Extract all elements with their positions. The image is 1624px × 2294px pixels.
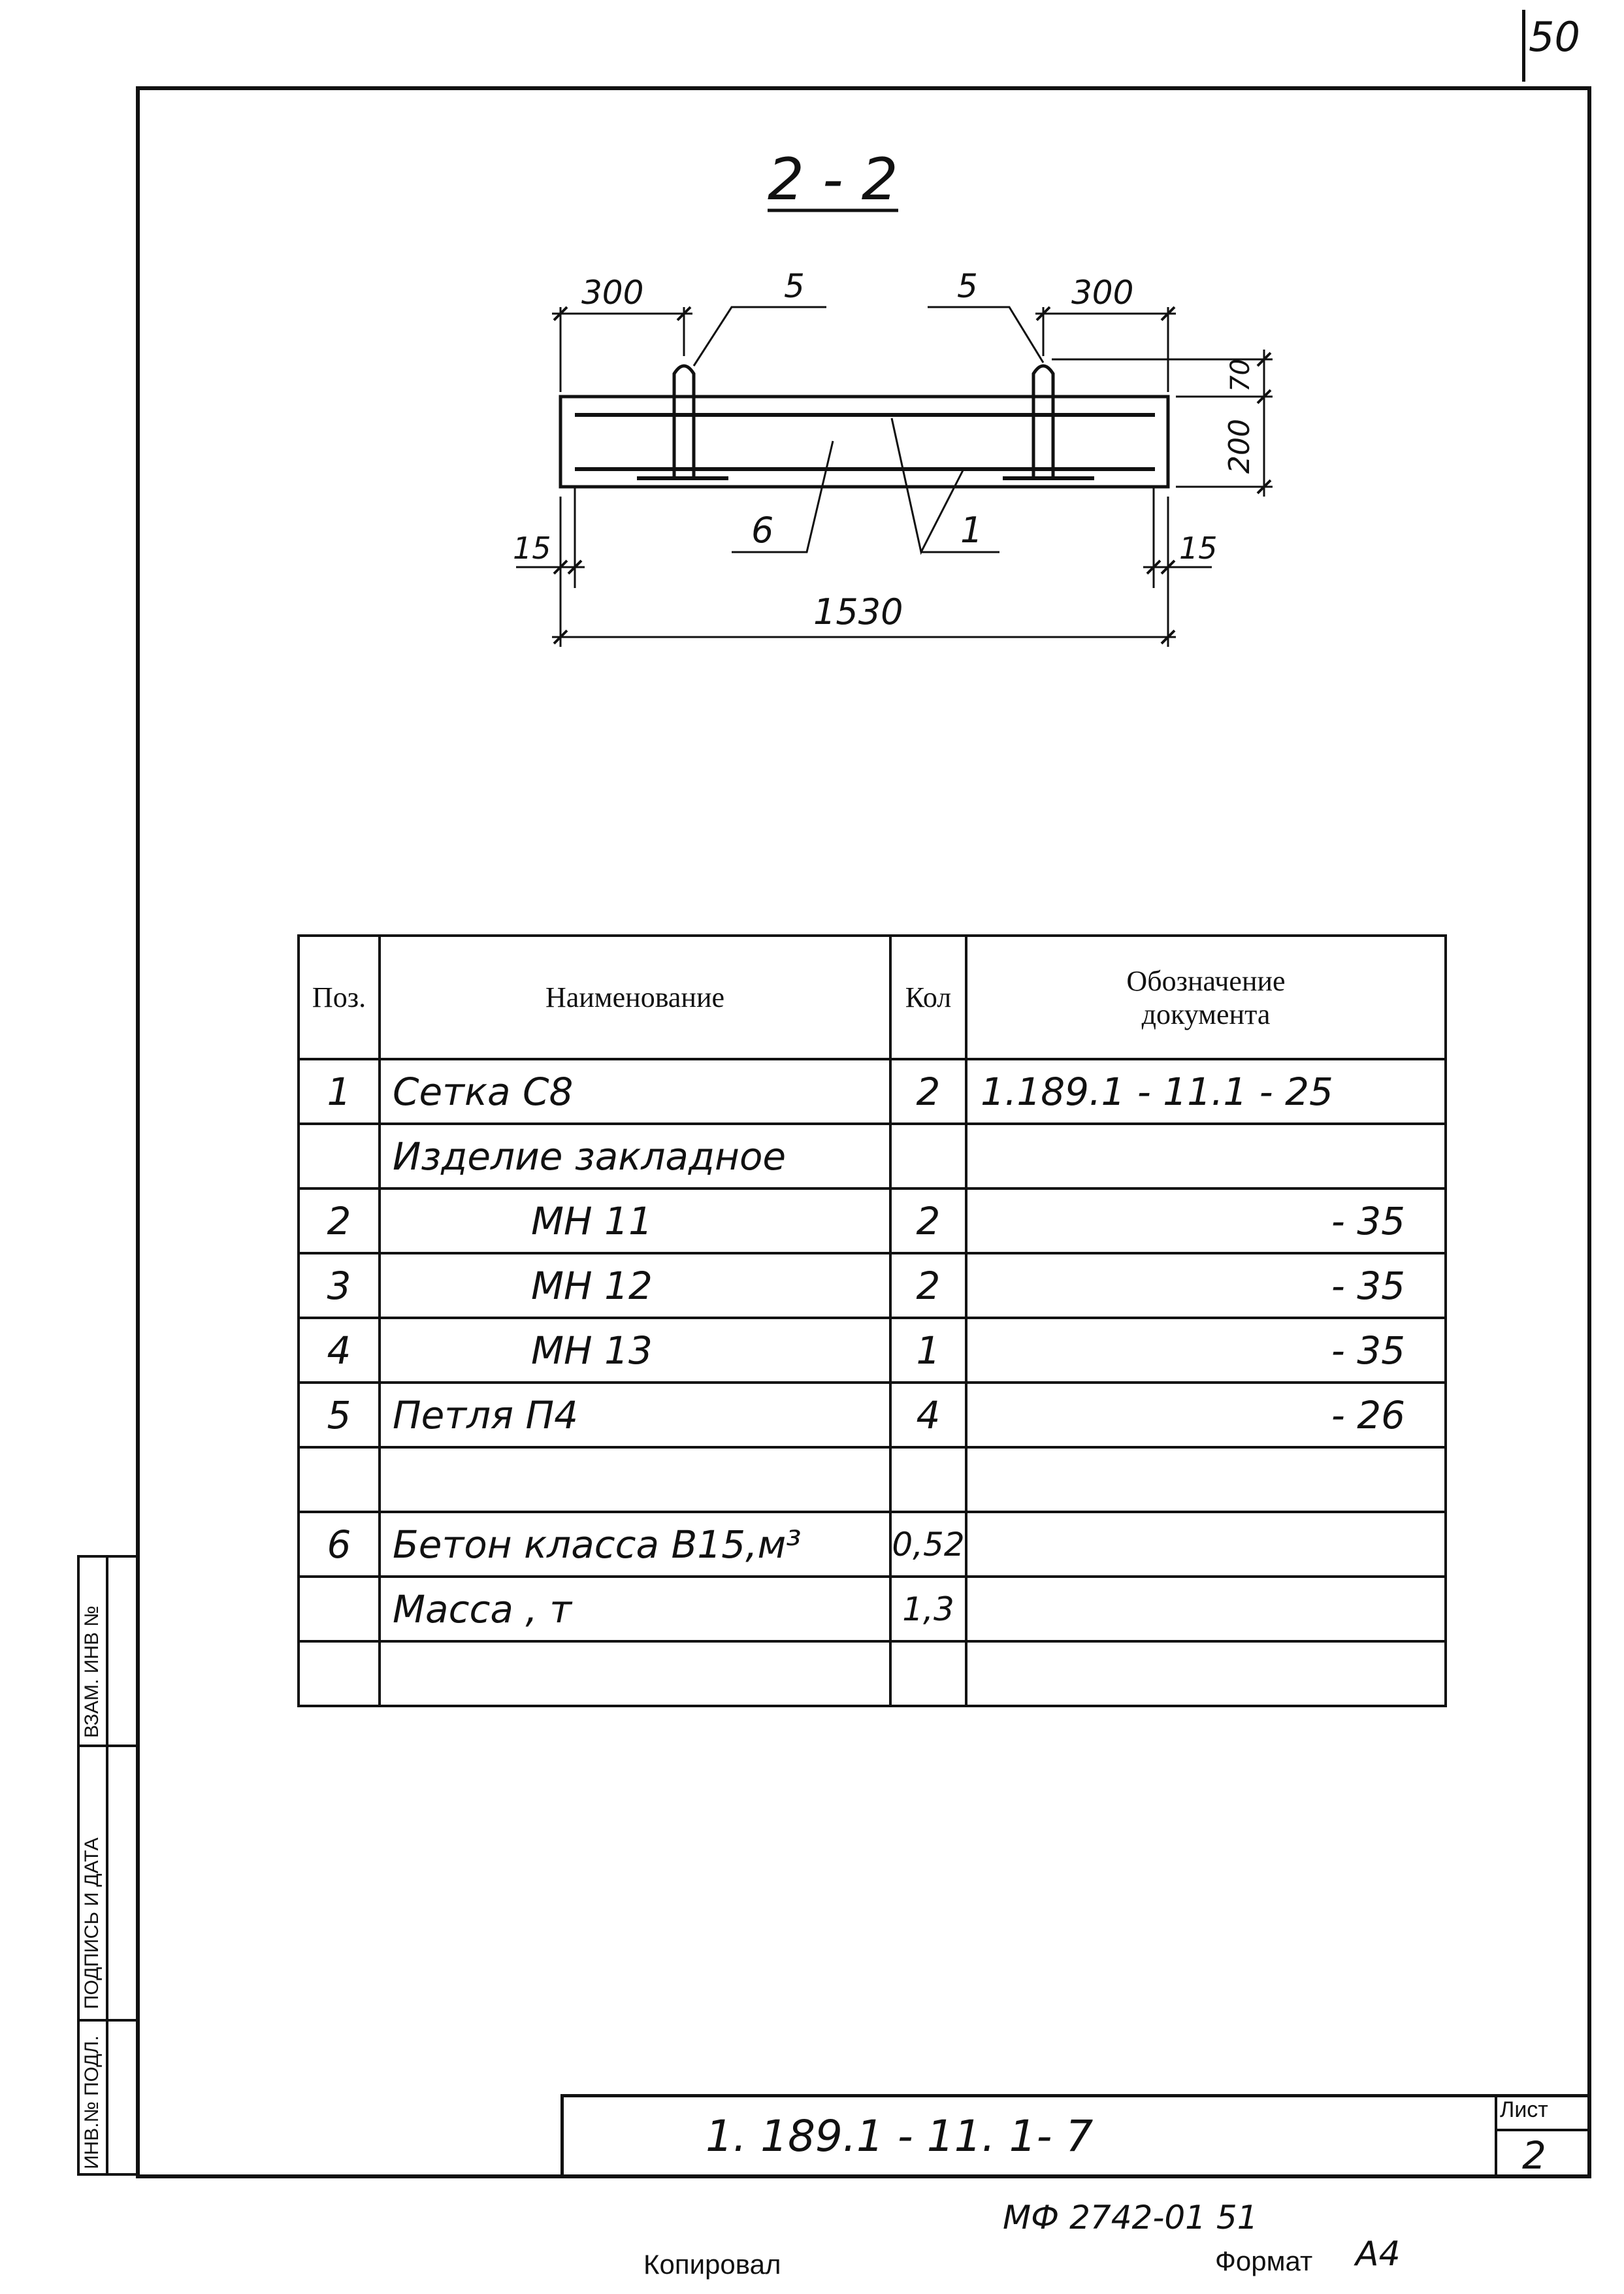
document-code: 1. 189.1 - 11. 1- 7 bbox=[706, 2111, 1094, 2161]
side-stamp-divider bbox=[77, 1745, 138, 1747]
dim-300-right-label: 300 bbox=[1071, 274, 1134, 312]
row-name bbox=[380, 1447, 890, 1512]
row-doc bbox=[966, 1577, 1446, 1641]
table-row bbox=[299, 1447, 1446, 1512]
row-doc bbox=[966, 1447, 1446, 1512]
callout-pos5-left: 5 bbox=[784, 267, 805, 305]
row-qty: 0,52 bbox=[890, 1512, 966, 1577]
row-qty: 2 bbox=[890, 1188, 966, 1253]
sheet-box-divider bbox=[1495, 2129, 1591, 2131]
row-doc: - 35 bbox=[966, 1188, 1446, 1253]
row-name: Петля П4 bbox=[380, 1383, 890, 1447]
table-row bbox=[299, 1188, 1446, 1253]
sheet-number: 50 bbox=[1529, 13, 1580, 61]
row-name: Бетон класса В15,м³ bbox=[380, 1512, 890, 1577]
row-qty: 2 bbox=[890, 1253, 966, 1318]
row-pos: 4 bbox=[299, 1318, 380, 1383]
table-row bbox=[299, 1577, 1446, 1641]
row-qty: 2 bbox=[890, 1059, 966, 1124]
row-pos bbox=[299, 1577, 380, 1641]
stamp-vzam-inv: ВЗАМ. ИНВ № bbox=[81, 1605, 103, 1738]
row-name: Сетка С8 bbox=[380, 1059, 890, 1124]
dim-ticks bbox=[554, 307, 1271, 644]
dim-200-label: 200 bbox=[1223, 419, 1256, 474]
row-pos bbox=[299, 1447, 380, 1512]
header-doc bbox=[966, 936, 1446, 1059]
leader-pos6 bbox=[732, 441, 833, 552]
slab-outline bbox=[560, 397, 1168, 487]
stamp-inv-podl: ИНВ.№ ПОДЛ. bbox=[81, 2035, 103, 2169]
copied-label: Копировал bbox=[643, 2249, 781, 2280]
row-doc bbox=[966, 1512, 1446, 1577]
dim-1530-label: 1530 bbox=[813, 591, 903, 632]
row-pos bbox=[299, 1124, 380, 1188]
row-pos: 1 bbox=[299, 1059, 380, 1124]
dim-70-label: 70 bbox=[1226, 359, 1256, 392]
table-row bbox=[299, 1124, 1446, 1188]
row-name bbox=[380, 1641, 890, 1706]
callout-pos6: 6 bbox=[751, 510, 774, 551]
row-name: Изделие закладное bbox=[380, 1124, 890, 1188]
row-pos: 5 bbox=[299, 1383, 380, 1447]
row-name: МН 12 bbox=[380, 1253, 890, 1318]
row-qty bbox=[890, 1124, 966, 1188]
table-row bbox=[299, 1512, 1446, 1577]
row-qty: 4 bbox=[890, 1383, 966, 1447]
side-stamp-divider bbox=[77, 2019, 138, 2022]
dim-15-right-label: 15 bbox=[1179, 531, 1218, 566]
format-label: Формат bbox=[1215, 2246, 1313, 2276]
row-doc bbox=[966, 1641, 1446, 1706]
dim-15-left-label: 15 bbox=[513, 531, 551, 566]
row-name: Масса , т bbox=[380, 1577, 890, 1641]
header-name: Наименование bbox=[380, 936, 890, 1059]
table-row bbox=[299, 1059, 1446, 1124]
sheet-value: 2 bbox=[1522, 2133, 1546, 2178]
table-row bbox=[299, 1318, 1446, 1383]
loop-left bbox=[674, 366, 694, 477]
row-pos bbox=[299, 1641, 380, 1706]
leader-pos5-right bbox=[928, 307, 1043, 363]
table-header-row bbox=[299, 936, 1446, 1059]
section-title: 2 - 2 bbox=[768, 146, 898, 213]
row-qty bbox=[890, 1641, 966, 1706]
header-qty: Кол bbox=[890, 936, 966, 1059]
row-pos: 6 bbox=[299, 1512, 380, 1577]
sheet-label: Лист bbox=[1500, 2097, 1548, 2122]
header-doc-line2: документа bbox=[1141, 998, 1271, 1030]
row-name: МН 13 bbox=[380, 1318, 890, 1383]
specification-table bbox=[297, 934, 1447, 1707]
row-name: МН 11 bbox=[380, 1188, 890, 1253]
row-qty: 1 bbox=[890, 1318, 966, 1383]
header-pos: Поз. bbox=[299, 936, 380, 1059]
dim-300-left-label: 300 bbox=[581, 274, 644, 312]
callout-pos5-right: 5 bbox=[957, 267, 978, 305]
callout-pos1: 1 bbox=[960, 510, 983, 551]
row-doc: - 35 bbox=[966, 1253, 1446, 1318]
row-doc bbox=[966, 1124, 1446, 1188]
stamp-podpis-data: ПОДПИСЬ И ДАТА bbox=[81, 1837, 103, 2009]
microfilm-code: МФ 2742-01 51 bbox=[1003, 2199, 1258, 2237]
header-doc-line1: Обозначение bbox=[1126, 964, 1286, 997]
table-row bbox=[299, 1641, 1446, 1706]
table-row bbox=[299, 1253, 1446, 1318]
loop-right bbox=[1033, 366, 1053, 477]
leader-pos5-left bbox=[694, 307, 826, 366]
format-value: А4 bbox=[1356, 2235, 1401, 2274]
table-row bbox=[299, 1383, 1446, 1447]
row-qty bbox=[890, 1447, 966, 1512]
row-doc: 1.189.1 - 11.1 - 25 bbox=[966, 1059, 1446, 1124]
row-doc: - 26 bbox=[966, 1383, 1446, 1447]
row-qty: 1,3 bbox=[890, 1577, 966, 1641]
row-doc: - 35 bbox=[966, 1318, 1446, 1383]
row-pos: 2 bbox=[299, 1188, 380, 1253]
row-pos: 3 bbox=[299, 1253, 380, 1318]
